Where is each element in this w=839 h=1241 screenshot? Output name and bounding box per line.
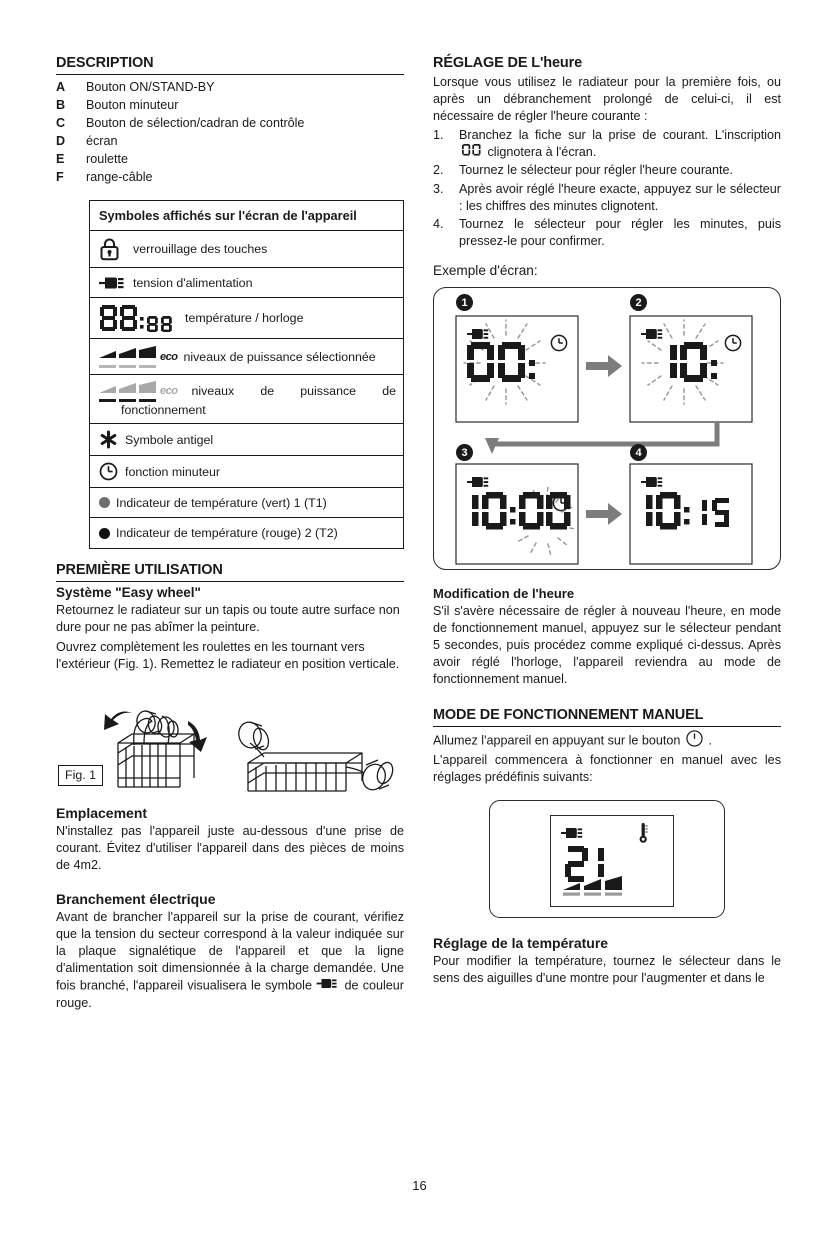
step-text-after: clignotera à l'écran. bbox=[487, 145, 597, 160]
clock-timer-icon bbox=[99, 462, 125, 481]
electrical-text-after: de couleur rouge. bbox=[56, 978, 404, 1011]
antifreeze-icon bbox=[99, 430, 125, 449]
table-cell-label: Indicateur de température (rouge) 2 (T2) bbox=[116, 526, 338, 541]
description-value: range-câble bbox=[86, 170, 153, 185]
clock-modify-text: S'il s'avère nécessaire de régler à nouveau l'heure, en mode de fonctionnement manuel, appuyez sur le sélecteur pendant 5 secondes, puis procédez comme expliqué ci-dessus. Après avoir réglé l'horloge, l'appareil reviendra au mode de fonctionnement manuel. bbox=[433, 603, 781, 687]
step-text bbox=[459, 127, 781, 161]
first-use-paragraph-1: Retournez le radiateur sur un tapis ou toute autre surface non dure pour ne pas abîmer la peinture. bbox=[56, 603, 400, 635]
table-row bbox=[90, 339, 403, 375]
electrical-text-before: Avant de brancher l'appareil sur la prise de courant, vérifiez que la tension du secteur correspond à la valeur indiquée sur la plaque signalétique de l'appareil et que la ligne d'alimentation soit dimensionnée à la charge demandée. Une fois branché, l'appareil visualisera le symbole bbox=[56, 909, 404, 993]
lcd-screen bbox=[550, 815, 674, 907]
description-heading: DESCRIPTION bbox=[56, 55, 404, 75]
table-row bbox=[90, 488, 403, 518]
radiator-wheels-illustration bbox=[56, 683, 404, 801]
temperature-text: Pour modifier la température, tournez le sélecteur dans le sens des aiguilles d'une montre pour l'augmenter et dans le bbox=[433, 954, 781, 986]
power-levels-selected-icon bbox=[99, 345, 177, 368]
description-key: A bbox=[56, 79, 66, 94]
table-row bbox=[90, 231, 403, 268]
description-value: roulette bbox=[86, 152, 129, 167]
step-badge-4: 4 bbox=[630, 444, 647, 461]
eco-label: eco bbox=[160, 350, 178, 363]
eco-label: eco bbox=[160, 385, 178, 398]
table-cell-label: fonction minuteur bbox=[125, 464, 221, 479]
clock-setting-intro: Lorsque vous utilisez le radiateur pour la première fois, ou après un débranchement prolongé de celui-ci, il est nécessaire de régler l'heure courante : bbox=[433, 74, 781, 123]
description-item bbox=[56, 132, 404, 150]
green-dot-icon bbox=[99, 497, 110, 508]
power-plug-icon bbox=[99, 275, 133, 291]
padlock-icon bbox=[99, 237, 133, 261]
electrical-heading: Branchement électrique bbox=[56, 890, 216, 907]
table-cell-label: tension d'alimentation bbox=[133, 275, 253, 290]
page-number: 16 bbox=[412, 1178, 427, 1193]
table-cell-label: Indicateur de température (vert) 1 (T1) bbox=[116, 495, 327, 510]
screen-example-diagram bbox=[433, 287, 781, 570]
step-number: 2. bbox=[433, 163, 444, 178]
table-row bbox=[90, 268, 403, 298]
description-item bbox=[56, 78, 404, 96]
description-item bbox=[56, 114, 404, 132]
easy-wheel-subheading: Système "Easy wheel" bbox=[56, 585, 201, 601]
step-text: Tournez le sélecteur pour régler les minutes, puis pressez-le pour confirmer. bbox=[459, 216, 781, 248]
step-text: Tournez le sélecteur pour régler l'heure courante. bbox=[459, 163, 734, 178]
description-key: E bbox=[56, 152, 65, 167]
first-use-heading: PREMIÈRE UTILISATION bbox=[56, 562, 404, 582]
table-cell-label: température / horloge bbox=[185, 311, 304, 326]
description-item bbox=[56, 168, 404, 186]
description-key: C bbox=[56, 115, 66, 130]
list-item bbox=[433, 162, 781, 179]
left-column bbox=[56, 55, 404, 1015]
clock-modify-heading: Modification de l'heure bbox=[433, 586, 575, 602]
clock-setting-heading: RÉGLAGE DE L'heure bbox=[433, 55, 582, 71]
table-row bbox=[90, 456, 403, 488]
manual-mode-heading: MODE DE FONCTIONNEMENT MANUEL bbox=[433, 707, 781, 727]
location-text: N'installez pas l'appareil juste au-dessous d'une prise de courant. Évitez d'utiliser l'appareil dans des pièces de moins de 4m2. bbox=[56, 823, 404, 872]
step-badge-2: 2 bbox=[630, 294, 647, 311]
temperature-heading: Réglage de la température bbox=[433, 935, 609, 952]
description-key: D bbox=[56, 134, 66, 149]
figure-1 bbox=[56, 683, 404, 801]
step-badge-3: 3 bbox=[456, 444, 473, 461]
manual-mode-line2: L'appareil commencera à fonctionner en manuel avec les réglages prédéfinis suivants: bbox=[433, 753, 781, 785]
table-row bbox=[90, 375, 403, 425]
step-number: 4. bbox=[433, 216, 444, 231]
symbols-table-header-label: Symboles affichés sur l'écran de l'appareil bbox=[99, 208, 357, 224]
table-row bbox=[90, 518, 403, 548]
example-caption: Exemple d'écran: bbox=[433, 263, 538, 279]
description-value: écran bbox=[86, 134, 118, 149]
location-heading: Emplacement bbox=[56, 804, 148, 821]
table-row bbox=[90, 424, 403, 456]
description-item bbox=[56, 150, 404, 168]
table-cell-label-continued: fonctionnement bbox=[121, 403, 206, 418]
seven-segment-zero-zero-icon bbox=[462, 144, 481, 161]
manual-mode-line1-before: Allumez l'appareil en appuyant sur le bouton bbox=[433, 733, 681, 748]
description-value: Bouton minuteur bbox=[86, 97, 179, 112]
power-button-icon bbox=[686, 730, 703, 752]
table-row bbox=[90, 298, 403, 339]
clock-setting-steps bbox=[433, 127, 781, 250]
manual-mode-line1-after: . bbox=[708, 733, 712, 748]
list-item bbox=[433, 216, 781, 250]
right-column bbox=[433, 55, 781, 989]
red-dot-icon bbox=[99, 528, 110, 539]
list-item bbox=[433, 181, 781, 215]
seven-segment-icon bbox=[99, 304, 185, 332]
step-text: Après avoir réglé l'heure exacte, appuyez sur le sélecteur : les chiffres des minutes clignotent. bbox=[459, 181, 781, 213]
step-badge-1: 1 bbox=[456, 294, 473, 311]
first-use-paragraph-2: Ouvrez complètement les roulettes en les tournant vers l'extérieur (Fig. 1). Remettez le radiateur en position verticale. bbox=[56, 639, 400, 671]
description-value: Bouton de sélection/cadran de contrôle bbox=[86, 115, 305, 130]
list-item bbox=[433, 127, 781, 161]
electrical-text bbox=[56, 909, 404, 1013]
power-levels-operating-icon bbox=[99, 380, 177, 403]
power-plug-icon bbox=[316, 977, 340, 995]
step-number: 1. bbox=[433, 128, 444, 143]
step-text-before: Branchez la fiche sur la prise de courant. L'inscription bbox=[459, 128, 781, 143]
table-cell-label: niveaux de puissance sélectionnée bbox=[183, 349, 376, 364]
description-value: Bouton ON/STAND-BY bbox=[86, 79, 215, 94]
symbols-table bbox=[89, 200, 404, 549]
figure-1-label: Fig. 1 bbox=[58, 765, 103, 786]
manual-mode-line1 bbox=[433, 730, 781, 752]
description-key: F bbox=[56, 170, 64, 185]
step-number: 3. bbox=[433, 181, 444, 196]
description-key: B bbox=[56, 97, 66, 112]
description-list bbox=[56, 78, 404, 187]
table-cell-label: Symbole antigel bbox=[125, 432, 214, 447]
manual-mode-display bbox=[489, 800, 725, 918]
table-cell-label: verrouillage des touches bbox=[133, 242, 268, 257]
description-item bbox=[56, 96, 404, 114]
table-cell-label: niveaux de puissance de bbox=[191, 384, 396, 399]
symbols-table-header bbox=[90, 201, 403, 231]
